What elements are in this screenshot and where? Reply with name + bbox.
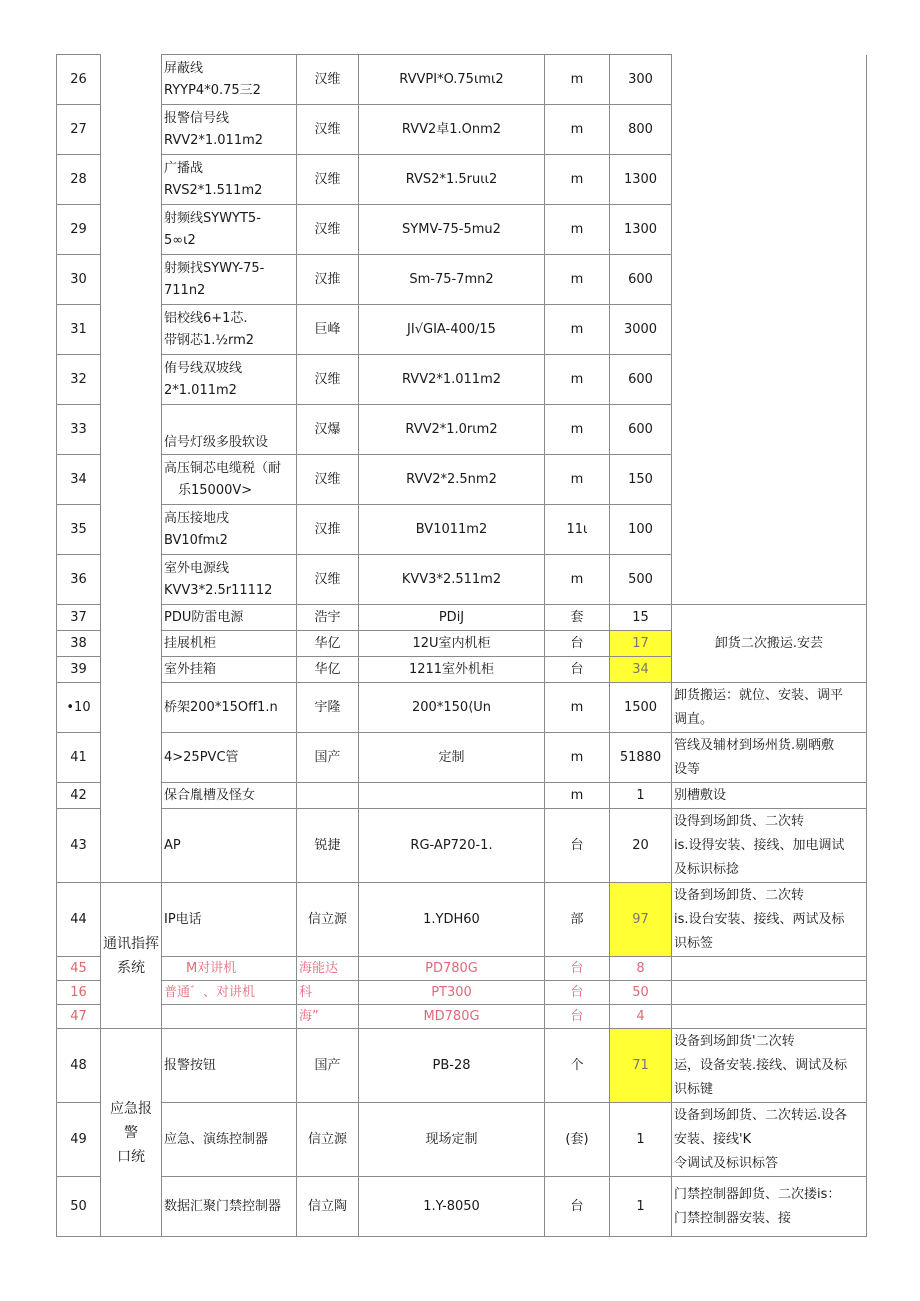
unit: m [545, 255, 610, 305]
row-number: 47 [57, 1005, 101, 1029]
equipment-table-sheet [56, 54, 867, 1237]
item-name: 侑号线双坡线 2*1.011m2 [162, 355, 297, 405]
item-name: 报警按钮 [162, 1029, 297, 1103]
quantity: 1 [610, 783, 672, 809]
model: 定制 [359, 733, 545, 783]
brand: 汉维 [297, 155, 359, 205]
item-name: AP [162, 809, 297, 883]
category-cell-blank [101, 55, 162, 883]
brand: 巨峰 [297, 305, 359, 355]
table-row [57, 1029, 867, 1103]
table-row [57, 605, 867, 631]
category-communication: 通讯指挥系统 [101, 883, 162, 1029]
item-name: 应急、演练控制器 [162, 1103, 297, 1177]
row-number: 44 [57, 883, 101, 957]
model: 1.YDH60 [359, 883, 545, 957]
model: 1.Y-8050 [359, 1177, 545, 1237]
unit: m [545, 783, 610, 809]
item-name: 高压铜芯电缆税（耐 乐15000V> [162, 455, 297, 505]
model: 现场定制 [359, 1103, 545, 1177]
brand: 华亿 [297, 657, 359, 683]
quantity-highlighted: 34 [610, 657, 672, 683]
brand: 信立陶 [297, 1177, 359, 1237]
quantity: 15 [610, 605, 672, 631]
row-number: 50 [57, 1177, 101, 1237]
quantity: 1300 [610, 205, 672, 255]
quantity: 100 [610, 505, 672, 555]
brand: 汉维 [297, 105, 359, 155]
row-number: 41 [57, 733, 101, 783]
item-name: 信号灯级多股软设 [162, 405, 297, 455]
brand: 信立源 [297, 883, 359, 957]
row-number: 39 [57, 657, 101, 683]
row-number: 48 [57, 1029, 101, 1103]
unit: m [545, 555, 610, 605]
row-number: 29 [57, 205, 101, 255]
item-name: M对讲机 [162, 957, 297, 981]
model: MD780G [359, 1005, 545, 1029]
category-emergency-alarm: 应急报 警 口统 [101, 1029, 162, 1237]
brand: 科 [297, 981, 359, 1005]
model: KVV3*2.511m2 [359, 555, 545, 605]
table-row [57, 783, 867, 809]
unit: 11ι [545, 505, 610, 555]
item-name: 挂展机柜 [162, 631, 297, 657]
table-row [57, 683, 867, 733]
model [359, 783, 545, 809]
model: RVVPI*O.75ιmι2 [359, 55, 545, 105]
description-blank [672, 957, 867, 981]
item-name: 普通゛、对讲机 [162, 981, 297, 1005]
item-name: PDU防雷电源 [162, 605, 297, 631]
item-name: 桥架200*15Off1.n [162, 683, 297, 733]
unit: m [545, 405, 610, 455]
table-row [57, 981, 867, 1005]
row-number: 26 [57, 55, 101, 105]
row-number: 16 [57, 981, 101, 1005]
model: RVV2*2.5nm2 [359, 455, 545, 505]
quantity: 300 [610, 55, 672, 105]
install-description: 设备到场卸货、二次转运.设各 安装、接线'K 令调试及标识标答 [672, 1103, 867, 1177]
unit: 台 [545, 631, 610, 657]
quantity: 600 [610, 405, 672, 455]
quantity: 1500 [610, 683, 672, 733]
row-number: 43 [57, 809, 101, 883]
model: RVV2*1.011m2 [359, 355, 545, 405]
model: RVS2*1.5ruιι2 [359, 155, 545, 205]
row-number: •10 [57, 683, 101, 733]
unit: m [545, 155, 610, 205]
row-number: 32 [57, 355, 101, 405]
quantity: 50 [610, 981, 672, 1005]
quantity: 150 [610, 455, 672, 505]
model: Sm-75-7mn2 [359, 255, 545, 305]
item-name: 屏蔽线 RYYP4*0.75三2 [162, 55, 297, 105]
description-blank [672, 1005, 867, 1029]
install-description: 别槽敷设 [672, 783, 867, 809]
quantity: 600 [610, 255, 672, 305]
quantity: 800 [610, 105, 672, 155]
row-number: 35 [57, 505, 101, 555]
brand [297, 783, 359, 809]
row-number: 49 [57, 1103, 101, 1177]
unit: 台 [545, 1005, 610, 1029]
model: 12U室内机柜 [359, 631, 545, 657]
brand: 海能达 [297, 957, 359, 981]
model: PB-28 [359, 1029, 545, 1103]
table-row [57, 1103, 867, 1177]
brand: 宇隆 [297, 683, 359, 733]
unit: m [545, 305, 610, 355]
row-number: 28 [57, 155, 101, 205]
model: JI√GIA-400∕15 [359, 305, 545, 355]
quantity: 500 [610, 555, 672, 605]
quantity: 4 [610, 1005, 672, 1029]
install-description: 卸货搬运：就位、安装、调平 调直。 [672, 683, 867, 733]
item-name: 保合胤槽及怪女 [162, 783, 297, 809]
model: PT300 [359, 981, 545, 1005]
unit: m [545, 733, 610, 783]
brand: 汉爆 [297, 405, 359, 455]
item-name: 铝校线6+1芯. 带钢芯1.½rm2 [162, 305, 297, 355]
quantity: 1 [610, 1177, 672, 1237]
brand: 华亿 [297, 631, 359, 657]
item-name: IP电话 [162, 883, 297, 957]
table-row [57, 957, 867, 981]
row-number: 31 [57, 305, 101, 355]
row-number: 45 [57, 957, 101, 981]
quantity: 20 [610, 809, 672, 883]
install-description: 管线及辅材到场州货.剔晒敷 设等 [672, 733, 867, 783]
item-name: 室外挂箱 [162, 657, 297, 683]
unit: m [545, 205, 610, 255]
quantity-highlighted: 17 [610, 631, 672, 657]
quantity-highlighted: 71 [610, 1029, 672, 1103]
model: 1211室外机柜 [359, 657, 545, 683]
table-row [57, 55, 867, 105]
description-blank [672, 55, 867, 605]
row-number: 42 [57, 783, 101, 809]
table-row [57, 733, 867, 783]
item-name: 广播战 RVS2*1.511m2 [162, 155, 297, 205]
brand: 汉维 [297, 55, 359, 105]
model: RVV2卓1.Onm2 [359, 105, 545, 155]
unit: 套 [545, 605, 610, 631]
equipment-table [56, 54, 867, 1237]
install-description: 设备到场卸货、二次转 is.设台安装、接线、两试及标 识标签 [672, 883, 867, 957]
table-row [57, 809, 867, 883]
unit: 台 [545, 809, 610, 883]
brand: 汉推 [297, 255, 359, 305]
brand: 汉维 [297, 555, 359, 605]
model: RG-AP720-1. [359, 809, 545, 883]
description-blank [672, 981, 867, 1005]
model: 200*150⟨Un [359, 683, 545, 733]
unit: 部 [545, 883, 610, 957]
unit: m [545, 55, 610, 105]
item-name: 射频线SYWYT5- 5∞ι2 [162, 205, 297, 255]
install-description: 设得到场卸货、二次转 is.设得安装、接线、加电调试 及标识标捻 [672, 809, 867, 883]
table-row [57, 1005, 867, 1029]
row-number: 38 [57, 631, 101, 657]
unit: m [545, 105, 610, 155]
row-number: 36 [57, 555, 101, 605]
unit: m [545, 683, 610, 733]
row-number: 37 [57, 605, 101, 631]
table-row [57, 1177, 867, 1237]
brand: 汉维 [297, 205, 359, 255]
item-name: 高压接地戌 BV10fmι2 [162, 505, 297, 555]
table-row [57, 883, 867, 957]
unit: 台 [545, 957, 610, 981]
item-name: 报警信号线 RVV2*1.011m2 [162, 105, 297, 155]
item-name: 射频找SYWY-75- 711n2 [162, 255, 297, 305]
model: RVV2*1.0rιm2 [359, 405, 545, 455]
item-name: 4>25PVC管 [162, 733, 297, 783]
item-name: 数据汇聚门禁控制器 [162, 1177, 297, 1237]
row-number: 27 [57, 105, 101, 155]
quantity: 3000 [610, 305, 672, 355]
brand: 浩宇 [297, 605, 359, 631]
quantity-highlighted: 97 [610, 883, 672, 957]
unit: 台 [545, 657, 610, 683]
install-description: 卸货二次搬运.安芸 [672, 605, 867, 683]
row-number: 33 [57, 405, 101, 455]
unit: (套) [545, 1103, 610, 1177]
unit: m [545, 355, 610, 405]
quantity: 8 [610, 957, 672, 981]
model: PDiJ [359, 605, 545, 631]
model: PD780G [359, 957, 545, 981]
unit: 个 [545, 1029, 610, 1103]
install-description: 设备到场卸货'二次转 运，设备安装.接线、调试及标 识标键 [672, 1029, 867, 1103]
quantity: 600 [610, 355, 672, 405]
unit: m [545, 455, 610, 505]
install-description: 门禁控制器卸货、二次搂is： 门禁控制器安装、接 [672, 1177, 867, 1237]
quantity: 1300 [610, 155, 672, 205]
unit: 台 [545, 981, 610, 1005]
brand: 汉维 [297, 455, 359, 505]
unit: 台 [545, 1177, 610, 1237]
model: SYMV-75-5mu2 [359, 205, 545, 255]
brand: 信立源 [297, 1103, 359, 1177]
brand: 国产 [297, 1029, 359, 1103]
brand: 海” [297, 1005, 359, 1029]
brand: 汉维 [297, 355, 359, 405]
brand: 汉推 [297, 505, 359, 555]
brand: 锐捷 [297, 809, 359, 883]
model: BV1011m2 [359, 505, 545, 555]
item-name: 室外电源线 KVV3*2.5r11112 [162, 555, 297, 605]
brand: 国产 [297, 733, 359, 783]
item-name [162, 1005, 297, 1029]
row-number: 34 [57, 455, 101, 505]
quantity: 1 [610, 1103, 672, 1177]
quantity: 51880 [610, 733, 672, 783]
row-number: 30 [57, 255, 101, 305]
